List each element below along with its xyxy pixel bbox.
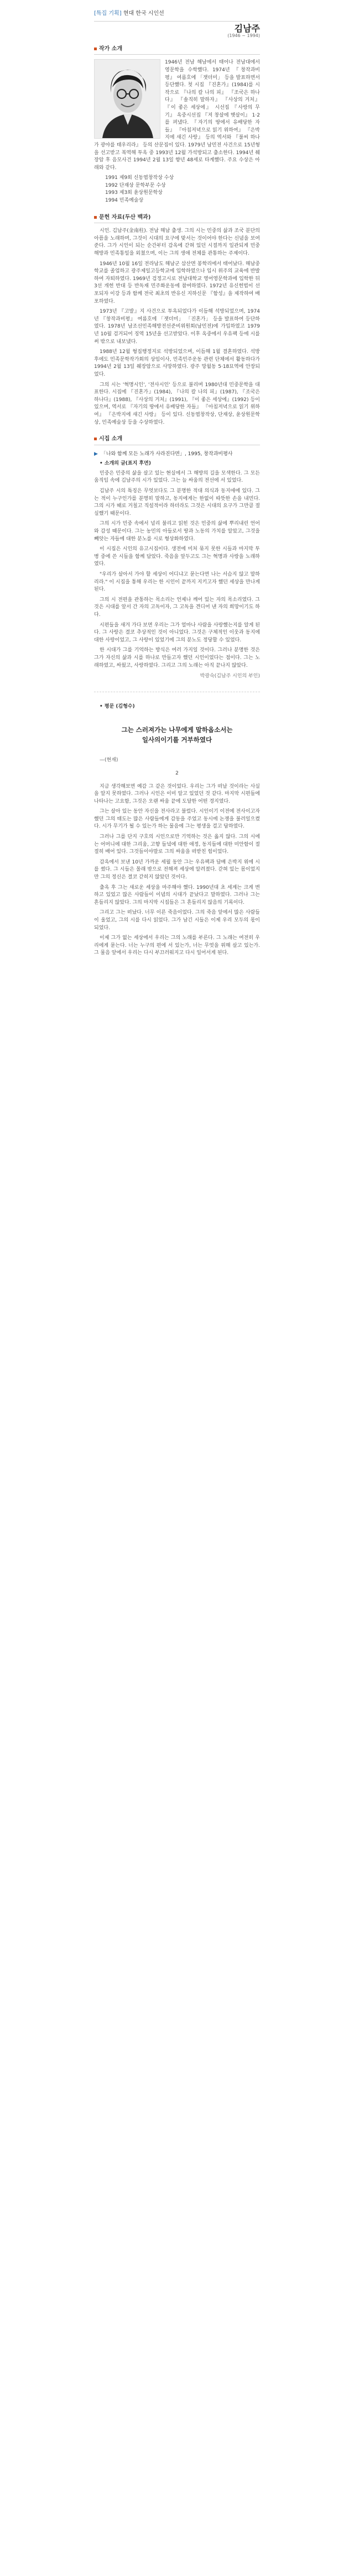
header-divider [94, 21, 260, 22]
review-paragraph: 출옥 후 그는 새로운 세상을 마주해야 했다. 1990년대 초 세계는 크게 변하고 있었고 많은 사람들이 이념의 시대가 끝났다고 말하였다. 그러나 그는 흔들리지 않았다. 그의 마지막 시집들은 그 흔들리지 않음의 기록이다. [94, 884, 260, 905]
summary-paragraph: 김남주 시의 특징은 무엇보다도 그 분명한 적대 의식과 동지애에 있다. 그는 적이 누구인가를 분명히 말하고, 동지에게는 한없이 따뜻한 손을 내민다. 그의 시가 때로 거칠고 직설적이라 하더라도 그것은 시대의 요구가 그만큼 절실했기 때문이다. [94, 488, 260, 517]
pull-quote [94, 725, 260, 745]
section-heading-poems [94, 435, 260, 443]
intro-paragraph: 1946년 전남 해남에서 태어나 전남대에서 영문학을 수학했다. 1974년 『창작과비평』 여름호에 「잿더미」 등을 발표하면서 등단했다. 첫 시집 『진혼가』(1984)를 시작으로 『나의 칼 나의 피』 『조국은 하나다』 『솔직히 말하자』 『사상의 거처』 『이 좋은 세상에』 시선집 『사랑의 무기』 옥중시선집 『저 창살에 햇살이』 1·2를 펴냈다. 『자기의 땅에서 유배당한 자들』 『아침저녁으로 읽기 위하여』 『은박지에 새긴 사랑』 등의 역서와 『불씨 하나가 광야를 태우리라』 등의 산문집이 있다. 1979년 남민전 사건으로 15년형을 선고받고 복역해 투옥 중 1993년 12월 가석방되고 출소한다. 1994년 췌장암 후 음모사건 1994년 2월 13일 향년 48세로 타계했다. 주요 수상은 아래와 같다. [94, 60, 260, 171]
review-paragraph: 그는 살아 있는 동안 자신을 전사라고 불렀다. 시인이기 이전에 전사이고자 했던 그의 태도는 많은 사람들에게 감동을 주었고 동시에 논쟁을 불러일으켰다. 시가 무기가 될 수 있는가 하는 물음에 그는 평생을 걸고 답하였다. [94, 809, 260, 830]
author-portrait [94, 59, 160, 139]
section-heading-critique [94, 214, 260, 222]
author-name: 김남주 [234, 23, 260, 34]
critique-paragraph: 1973년 『고발』지 사건으로 투옥되었다가 이듬해 석방되었으며, 1974년 『창작과비평』 여름호에 「잿더미」 「진혼가」 등을 발표하여 등단하였다. 1978년 남조선민족해방전선준비위원회(남민전)에 가입하였고 1979년 10월 검거되어 징역 15년을 선고받았다. 이후 옥중에서 우유팩 등에 시를 써 밖으로 내보냈다. [94, 309, 260, 345]
section-bullet-icon [94, 438, 97, 440]
poem-entry-title: ▶ 「나와 함께 모든 노래가 사라진다면」, 1995, 창작과비평사 [94, 451, 233, 457]
summary-paragraph: 그의 시가 민중 속에서 널리 불리고 읽힌 것은 민중의 삶에 뿌리내린 언어와 감성 때문이다. 그는 농민의 아들로서 땅과 노동의 가치를 알았고, 그것을 빼앗는 자들에 대한 분노를 시로 형상화하였다. [94, 521, 260, 542]
series-header [94, 10, 260, 18]
award-item: 1991 제9회 신동엽창작상 수상 [105, 175, 174, 181]
summary-paragraph: 이 시집은 시인의 유고시집이다. 생전에 미처 묶지 못한 시들과 마지막 투병 중에 쓴 시들을 함께 담았다. 죽음을 앞두고도 그는 혁명과 사랑을 노래하였다. [94, 546, 260, 567]
document-page [94, 0, 260, 957]
review-paragraph: 감옥에서 보낸 10년 가까운 세월 동안 그는 우유팩과 담배 은박지 위에 시를 썼다. 그 시들은 몰래 밖으로 전해져 세상에 알려졌다. 갇혀 있는 몸이었지만 그의 정신은 결코 갇히지 않았던 것이다. [94, 859, 260, 881]
author-years: (1946 ~ 1994) [227, 33, 260, 39]
review-body [94, 783, 260, 957]
pull-quote-line: 그는 스러져가는 나무에게 말하옵소서는 [121, 726, 233, 734]
dot-icon: • [100, 703, 105, 709]
portrait-illustration [95, 60, 160, 138]
section-heading-text: 문헌 자료(두산 백과) [99, 214, 151, 220]
review-paragraph: 그러나 그를 단지 구호의 시인으로만 기억하는 것은 옳지 않다. 그의 시에는 어머니에 대한 그리움, 고향 들녘에 대한 애정, 동지들에 대한 미안함이 절절히 배어 있다. 그것들이야말로 그의 싸움을 떠받친 힘이었다. [94, 834, 260, 855]
review-paragraph: 이제 그가 없는 세상에서 우리는 그의 노래를 부른다. 그 노래는 여전히 우리에게 묻는다. 너는 누구의 편에 서 있는가, 너는 무엇을 위해 살고 있는가. 그 물음 앞에서 우리는 다시 부끄러워지고 다시 일어서게 된다. [94, 935, 260, 956]
award-item: 1992 단재상 문학부문 수상 [105, 182, 166, 188]
section-heading-intro [94, 45, 260, 53]
critique-body [94, 228, 260, 426]
critique-paragraph: 1946년 10월 16일 전라남도 해남군 삼산면 봉학리에서 태어났다. 해남중학교를 졸업하고 광주제일고등학교에 입학하였으나 입시 위주의 교육에 반발하여 자퇴하였다. 1969년 검정고시로 전남대학교 영어영문학과에 입학한 뒤 3선 개헌 반대 등 반독재 민주화운동에 참여하였다. 1972년 유신헌법이 선포되자 이강 등과 함께 전국 최초의 반유신 지하신문 『함성』을 제작하여 배포하였다. [94, 261, 260, 304]
summary-label: • 소개의 글(표지 후면) [100, 461, 151, 467]
summary-paragraph: "우리가 살아서 가야 할 세상이 어디냐고 묻는다면 나는 서슴지 않고 말하리라." 이 시집을 통해 우리는 한 시인이 끝까지 지키고자 했던 세상을 만나게 된다. [94, 572, 260, 593]
critique-paragraph: 그의 시는 '혁명시인', '전사시인' 등으로 불리며 1980년대 민중문학을 대표한다. 시집에 『진혼가』(1984), 『나의 칼 나의 피』(1987), 『조국은 하나다』(1988), 『사상의 거처』(1991), 『이 좋은 세상에』(1992) 등이 있으며, 역서로 『자기의 땅에서 유배당한 자들』 『아침저녁으로 읽기 위하여』 『은박지에 새긴 사랑』 등이 있다. 신동엽창작상, 단재상, 윤상원문학상, 민족예술상 등을 수상하였다. [94, 382, 260, 425]
critique-paragraph: 시인. 김남주(金南柱). 전남 해남 출생. 그의 시는 민중의 삶과 조국 분단의 아픔을 노래하며, 그것이 시대의 요구에 맞서는 것이어야 한다는 신념을 보여준다. 그가 시인이 되는 순간부터 감옥에 갇혀 있던 시절까지 일관되게 민중해방과 민족통일을 외쳤으며, 이는 그의 생애 전체를 관통하는 주제이다. [94, 228, 260, 257]
dot-icon: • [100, 461, 105, 467]
section-divider [94, 54, 260, 55]
summary-body [94, 470, 260, 670]
review-label: • 평문 (김형수) [100, 703, 135, 709]
award-item: 1993 제3회 윤상원문학상 [105, 190, 163, 196]
summary-paragraph: 한 시대가 그를 기억하는 방식은 여러 가지일 것이다. 그러나 분명한 것은 그가 자신의 삶과 시를 하나로 만들고자 했던 시인이었다는 점이다. 그는 노래하였고, 싸웠고, 사랑하였다. 그리고 그의 노래는 아직 끝나지 않았다. [94, 647, 260, 668]
award-list [105, 175, 260, 204]
review-paragraph: 그리고 그는 떠났다. 너무 이른 죽음이었다. 그의 죽음 앞에서 많은 사람들이 울었고, 그의 시를 다시 읽었다. 그가 남긴 시들은 이제 우리 모두의 몫이 되었다. [94, 910, 260, 931]
summary-signature: 박광숙(김남주 시인의 부인) [200, 673, 260, 679]
intro-block [94, 59, 260, 204]
section-bullet-icon [94, 216, 97, 219]
summary-paragraph: 그의 시 전편을 관통하는 목소리는 언제나 깨어 있는 자의 목소리였다. 그것은 시대를 앞서 간 자의 고독이자, 그 고독을 견디어 낸 자의 희망이기도 하다. [94, 597, 260, 618]
section-heading-text: 시집 소개 [99, 436, 123, 442]
series-tag: [특집 기획] [94, 10, 122, 17]
section-bullet-icon [94, 48, 97, 50]
page-number: 2 [175, 770, 179, 776]
award-item: 1994 민족예술상 [105, 198, 144, 204]
quote-author: —(현재) [100, 757, 118, 763]
triangle-icon: ▶ [94, 451, 98, 457]
series-title: 현대 한국 시인선 [123, 10, 164, 17]
section-heading-text: 작가 소개 [99, 45, 123, 52]
pull-quote-line: 일사의이기를 거부하였다 [142, 736, 212, 744]
summary-paragraph: 시편들을 새겨 가다 보면 우리는 그가 얼마나 사람을 사랑했는지를 알게 된다. 그 사랑은 결코 추상적인 것이 아니었다. 그것은 구체적인 이웃과 동지에 대한 사랑이었고, 그 사랑이 있었기에 그의 분노도 정당할 수 있었다. [94, 622, 260, 643]
review-paragraph: 지금 생각해보면 예감 그 같은 것이었다. 우리는 그가 떠날 것이라는 사실을 알지 못하였다. 그러나 시인은 이미 알고 있었던 것 같다. 마지막 시편들에 나타나는 고요함, 그것은 오랜 싸움 끝에 도달한 어떤 경지였다. [94, 783, 260, 804]
critique-paragraph: 1988년 12월 형집행정지로 석방되었으며, 이듬해 1월 결혼하였다. 석방 후에도 민족문학작가회의 상임이사, 민족민주운동 관련 단체에서 활동하다가 1994년 2월 13일 췌장암으로 사망하였다. 광주 망월동 5·18묘역에 안장되었다. [94, 349, 260, 377]
summary-paragraph: 민중은 민중의 삶을 살고 있는 현실에서 그 해방의 길을 모색한다. 그 모든 움직임 속에 김남주의 시가 있었다. 그는 늘 싸움의 전선에 서 있었다. [94, 470, 260, 484]
